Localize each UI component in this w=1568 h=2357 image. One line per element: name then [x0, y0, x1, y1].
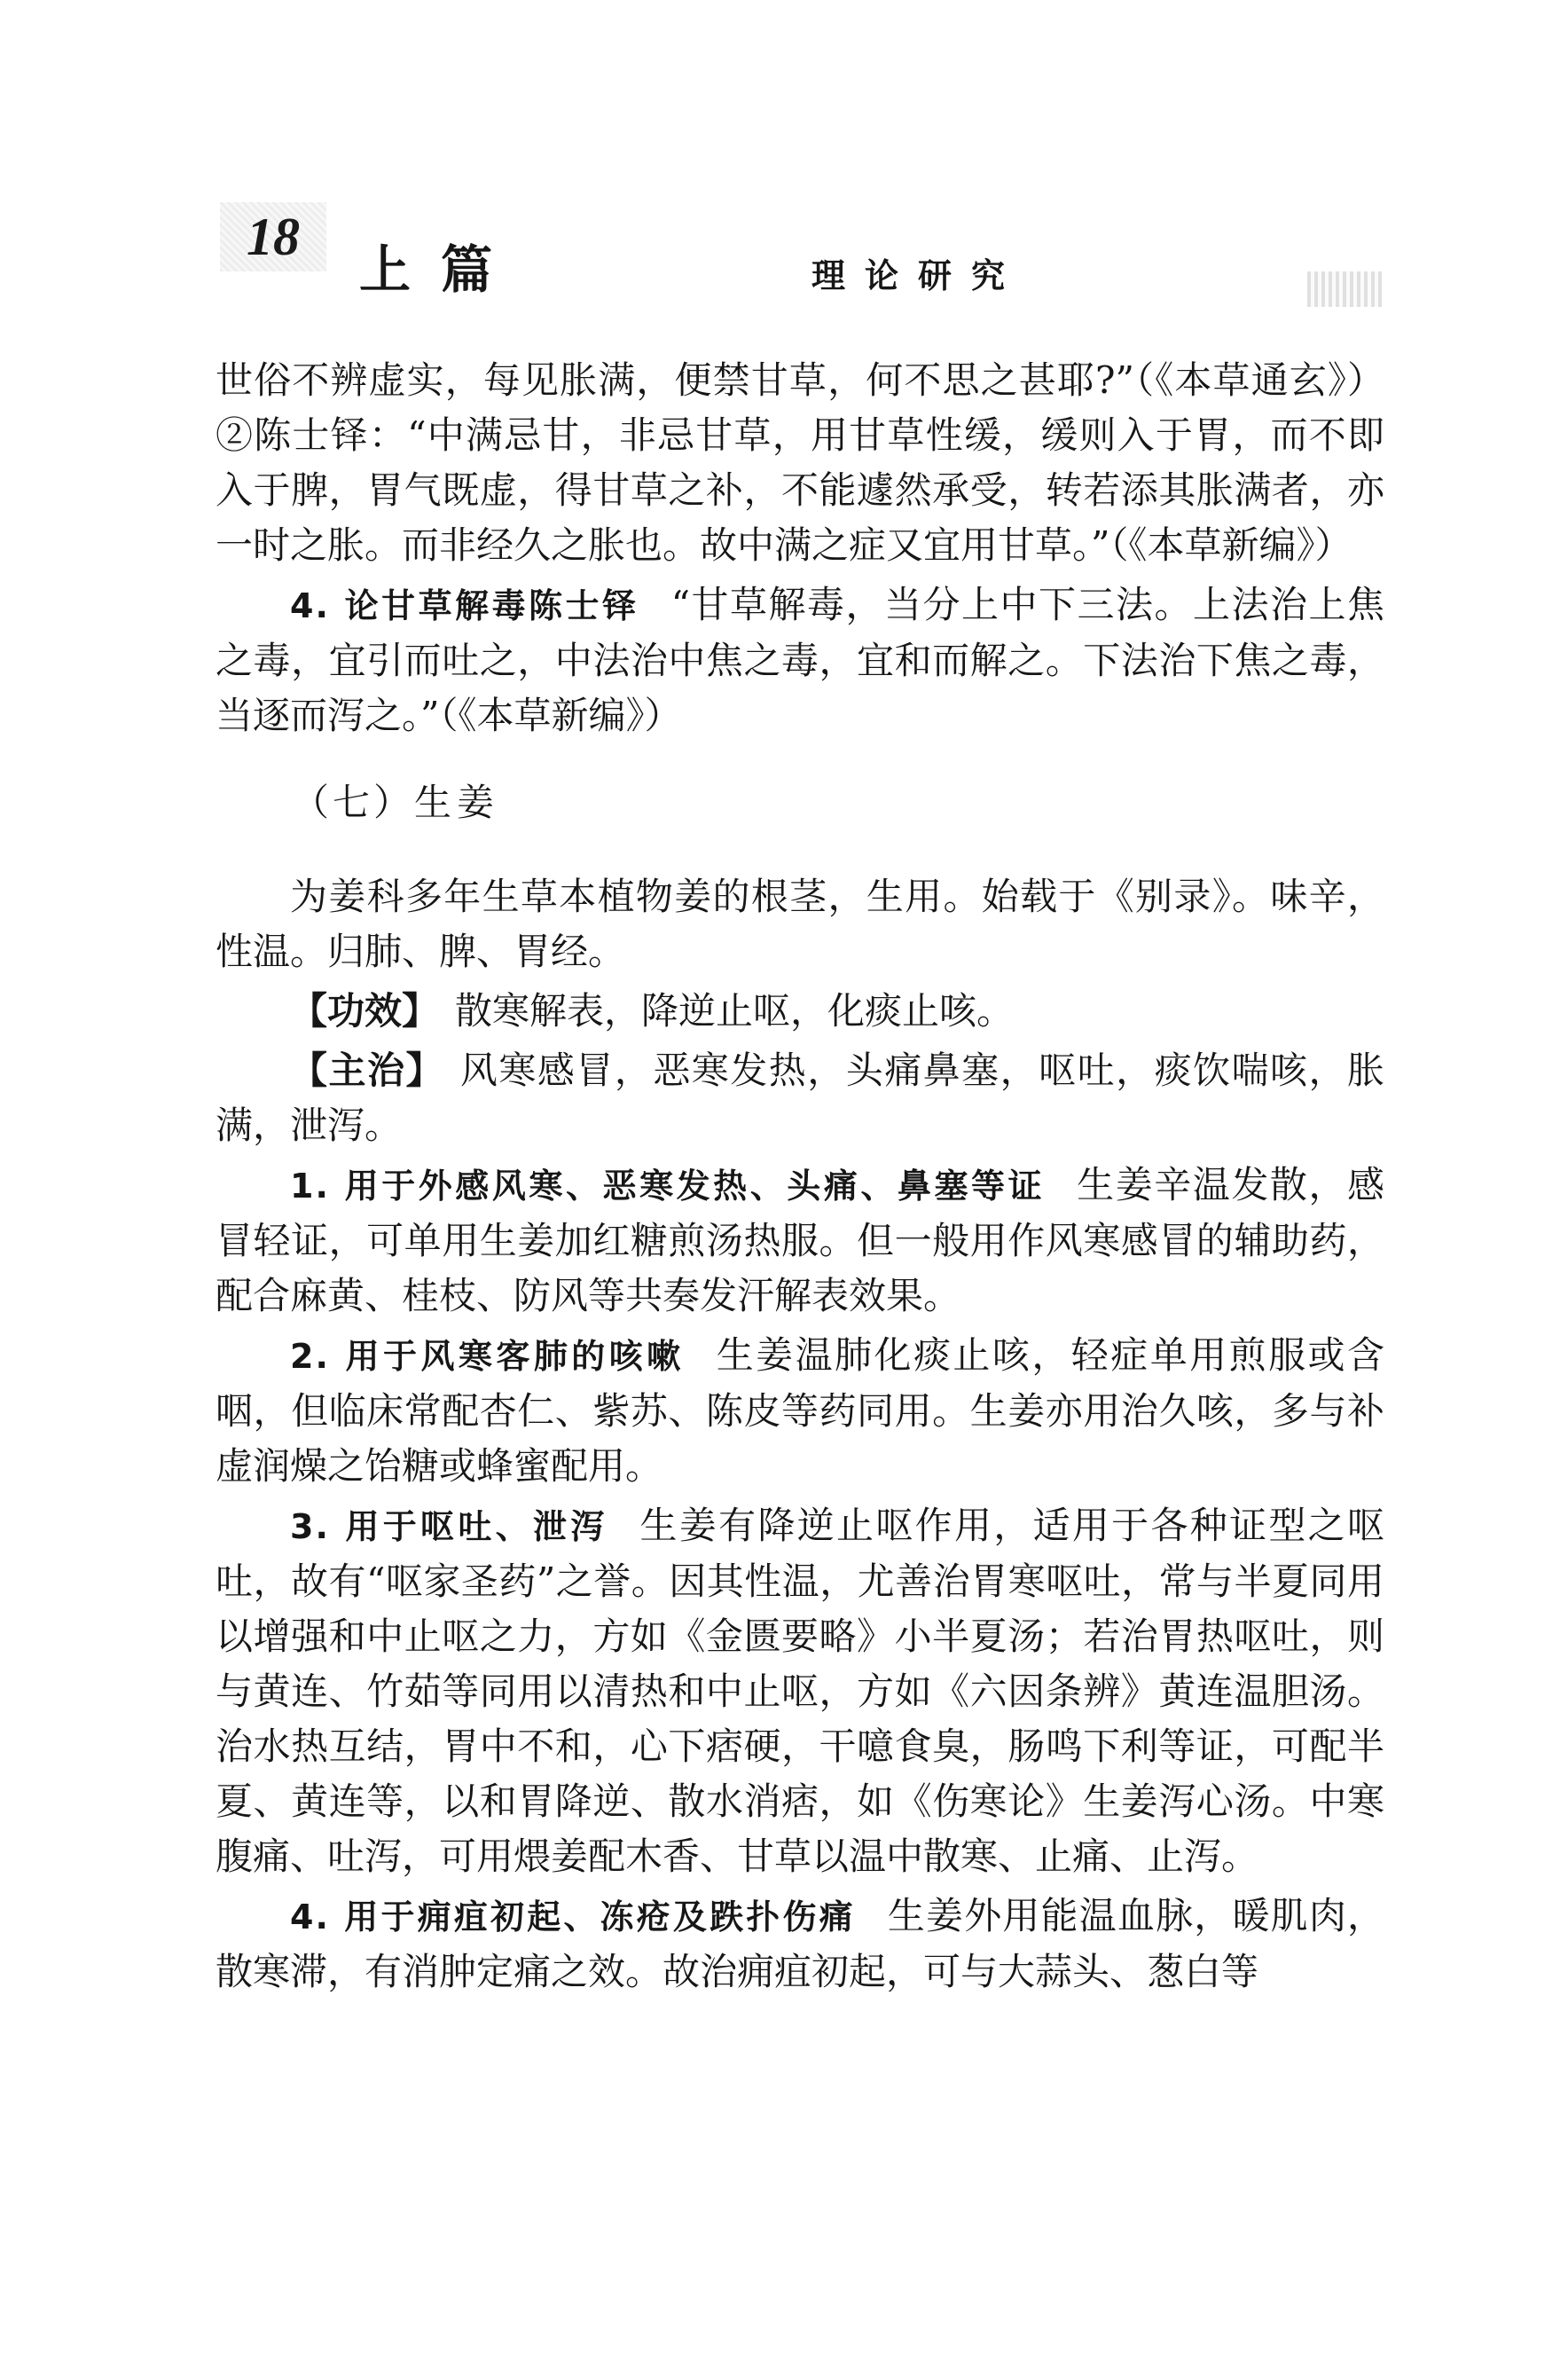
item-text: 生姜辛温发散，感冒轻证，可单用生姜加红糖煎汤热服。但一般用作风寒感冒的辅助药，配合麻黄、桂枝、防风等共奏发汗解表效果。	[216, 1163, 1384, 1317]
page-body	[216, 353, 1384, 2004]
list-item	[216, 1158, 1384, 1324]
item-lead: 2. 用于风寒客肺的咳嗽	[290, 1337, 685, 1376]
indications-tag: 【主治】	[290, 1049, 444, 1092]
scan-corner-mark	[1307, 271, 1382, 307]
paragraph-gancao-detox	[216, 577, 1384, 743]
list-item	[216, 1328, 1384, 1494]
subsection-number: （七）	[292, 781, 415, 824]
item-text: 生姜有降逆止呕作用，适用于各种证型之呕吐，故有“呕家圣药”之誉。因其性温，尤善治胃寒呕吐，常与半夏同用以增强和中止呕之力，方如《金匮要略》小半夏汤；若治胃热呕吐，则与黄连、竹茹等同用以清热和中止呕，方如《六因条辨》黄连温胆汤。治水热互结，胃中不和，心下痞硬，干噫食臭，肠鸣下利等证，可配半夏、黄连等，以和胃降逆、散水消痞，如《伤寒论》生姜泻心汤。中寒腹痛、吐泻，可用煨姜配木香、甘草以温中散寒、止痛、止泻。	[216, 1504, 1384, 1878]
efficacy-text: 散寒解表，降逆止呕，化痰止咳。	[455, 989, 1015, 1033]
paragraph-intro: 为姜科多年生草本植物姜的根茎，生用。始载于《别录》。味辛，性温。归肺、脾、胃经。	[216, 875, 1384, 973]
paragraph-gancao-quote: 世俗不辨虚实，每见胀满，便禁甘草，何不思之甚耶?”（《本草通玄》）②陈士铎：“中满忌甘，非忌甘草，用甘草性缓，缓则入于胃，而不即入于脾，胃气既虚，得甘草之补，不能遽然承受，转若添其胀满者，亦一时之胀。而非经久之胀也。故中满之症又宜用甘草。”（《本草新编》）	[216, 358, 1384, 567]
item-lead: 4. 用于痈疽初起、冻疮及跌扑伤痛	[290, 1897, 856, 1937]
item-text: “甘草解毒，当分上中下三法。上法治上焦之毒，宜引而吐之，中法治中焦之毒，宜和而解之。下法治下焦之毒，当逐而泻之。”（《本草新编》）	[216, 583, 1384, 737]
item-lead: 4. 论甘草解毒陈士铎	[290, 586, 639, 625]
page-number: 18	[220, 202, 326, 271]
list-item	[216, 1889, 1384, 2000]
subsection-heading	[216, 775, 1384, 830]
item-text: 生姜外用能温血脉，暖肌肉，散寒滞，有消肿定痛之效。故治痈疽初起，可与大蒜头、葱白等	[216, 1894, 1384, 1993]
item-lead: 3. 用于呕吐、泄泻	[290, 1507, 608, 1546]
item-lead: 1. 用于外感风寒、恶寒发热、头痛、鼻塞等证	[290, 1167, 1046, 1206]
indications-text: 风寒感冒，恶寒发热，头痛鼻塞，呕吐，痰饮喘咳，胀满，泄泻。	[216, 1049, 1384, 1147]
part-title: 上篇	[359, 240, 523, 300]
paragraph-efficacy	[216, 984, 1384, 1039]
section-title: 理论研究	[811, 255, 1025, 295]
efficacy-tag: 【功效】	[290, 989, 440, 1033]
list-item	[216, 1498, 1384, 1884]
paragraph-indications	[216, 1043, 1384, 1153]
subsection-title: 生姜	[414, 781, 500, 824]
item-text: 生姜温肺化痰止咳，轻症单用煎服或含咽，但临床常配杏仁、紫苏、陈皮等药同用。生姜亦用治久咳，多与补虚润燥之饴糖或蜂蜜配用。	[216, 1333, 1384, 1488]
